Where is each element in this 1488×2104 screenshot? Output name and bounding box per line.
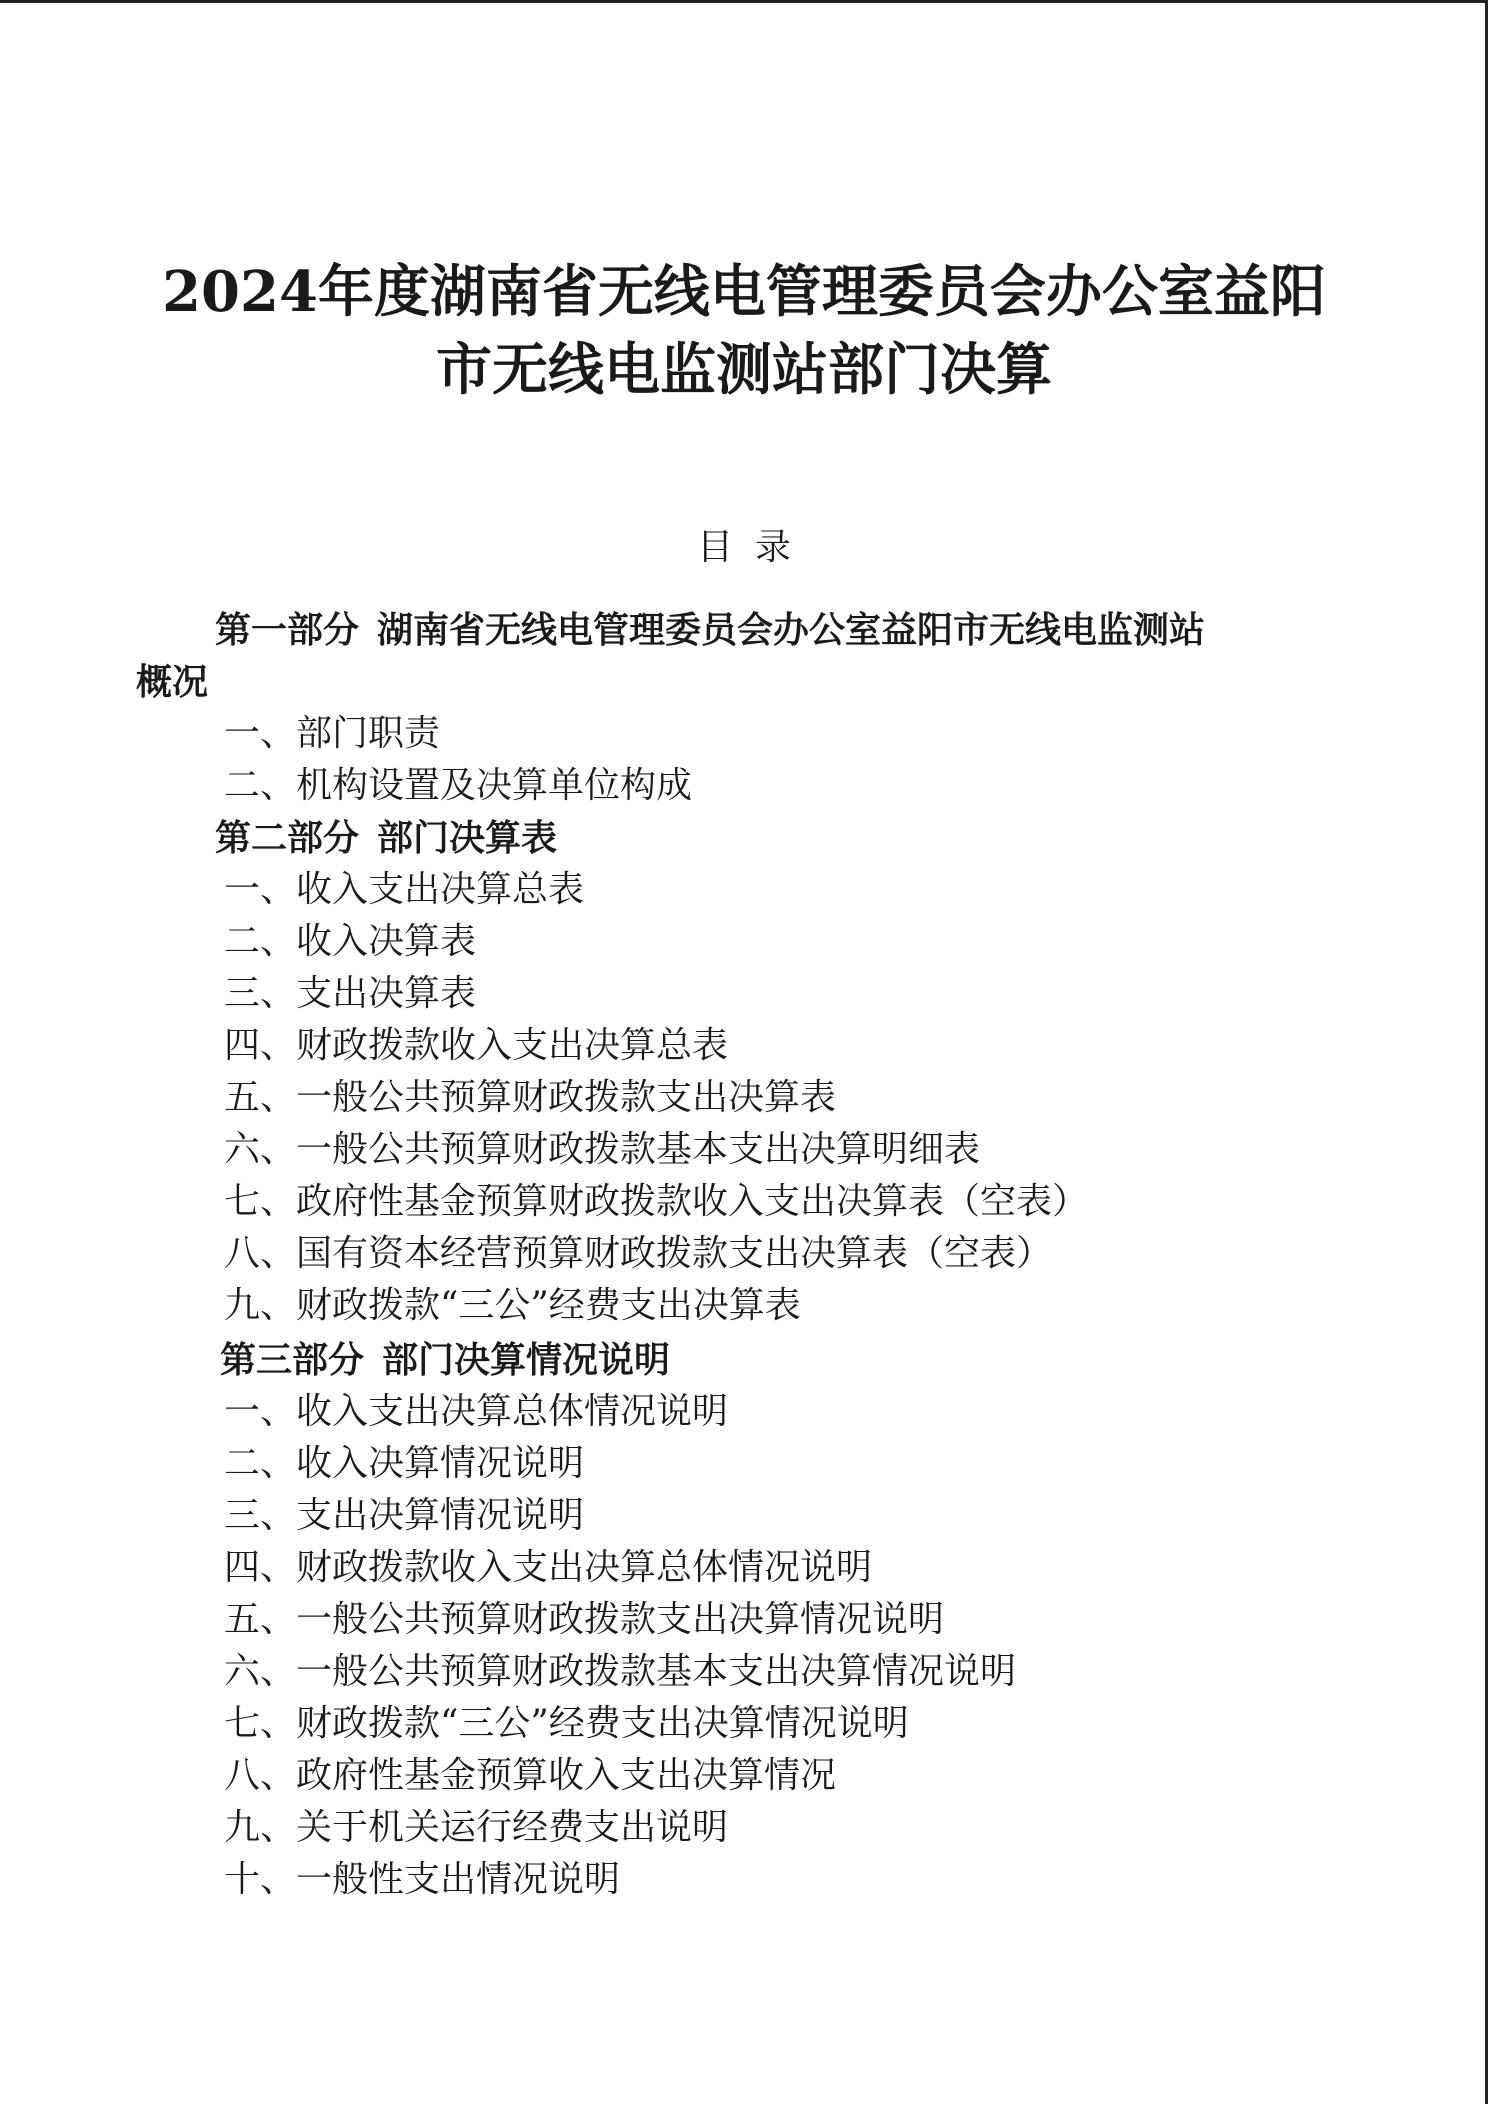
toc-item[interactable]: 十、一般性支出情况说明 (224, 1859, 621, 1900)
toc-item[interactable]: 九、关于机关运行经费支出说明 (224, 1807, 729, 1848)
toc-part3-heading[interactable] (220, 1334, 670, 1386)
toc-part3-label: 第三部分 (220, 1339, 365, 1381)
toc-item[interactable]: 二、收入决算表 (224, 921, 477, 962)
toc-item[interactable]: 八、政府性基金预算收入支出决算情况 (224, 1755, 837, 1796)
toc-item[interactable]: 七、政府性基金预算财政拨款收入支出决算表（空表） (224, 1181, 1089, 1222)
toc-part2-title: 部门决算表 (377, 817, 558, 859)
toc-part3-title: 部门决算情况说明 (382, 1339, 671, 1381)
toc-item[interactable]: 三、支出决算表 (224, 973, 477, 1014)
toc-item[interactable]: 七、财政拨款“三公”经费支出决算情况说明 (224, 1703, 909, 1744)
toc-part1-label: 第一部分 (215, 609, 360, 651)
toc-part1-heading[interactable] (215, 604, 1205, 656)
toc-item[interactable]: 一、部门职责 (224, 713, 441, 754)
toc-item[interactable]: 四、财政拨款收入支出决算总体情况说明 (224, 1547, 873, 1588)
toc-item[interactable]: 六、一般公共预算财政拨款基本支出决算明细表 (224, 1129, 981, 1170)
toc-item[interactable]: 四、财政拨款收入支出决算总表 (224, 1025, 729, 1066)
toc-part2-heading[interactable] (215, 812, 557, 864)
toc-part2-label: 第二部分 (215, 817, 360, 859)
toc-heading: 目录 (696, 527, 813, 568)
document-title-line-1: 2024年度湖南省无线电管理委员会办公室益阳 (162, 259, 1326, 325)
toc-item[interactable]: 八、国有资本经营预算财政拨款支出决算表（空表） (224, 1233, 1053, 1274)
toc-item[interactable]: 五、一般公共预算财政拨款支出决算表 (224, 1077, 837, 1118)
toc-item[interactable]: 二、机构设置及决算单位构成 (224, 765, 693, 806)
toc-item[interactable]: 二、收入决算情况说明 (224, 1443, 585, 1484)
page-border-top (0, 0, 1488, 3)
toc-item[interactable]: 九、财政拨款“三公”经费支出决算表 (224, 1285, 801, 1326)
toc-part1-heading-cont[interactable]: 概况 (136, 661, 209, 703)
toc-part1-title: 湖南省无线电管理委员会办公室益阳市无线电监测站 (377, 609, 1206, 651)
document-title-line-2: 市无线电监测站部门决算 (436, 337, 1052, 403)
toc-item[interactable]: 三、支出决算情况说明 (224, 1495, 585, 1536)
toc-item[interactable]: 一、收入支出决算总体情况说明 (224, 1391, 729, 1432)
toc-item[interactable]: 六、一般公共预算财政拨款基本支出决算情况说明 (224, 1651, 1017, 1692)
toc-item[interactable]: 一、收入支出决算总表 (224, 869, 585, 910)
toc-item[interactable]: 五、一般公共预算财政拨款支出决算情况说明 (224, 1599, 945, 1640)
